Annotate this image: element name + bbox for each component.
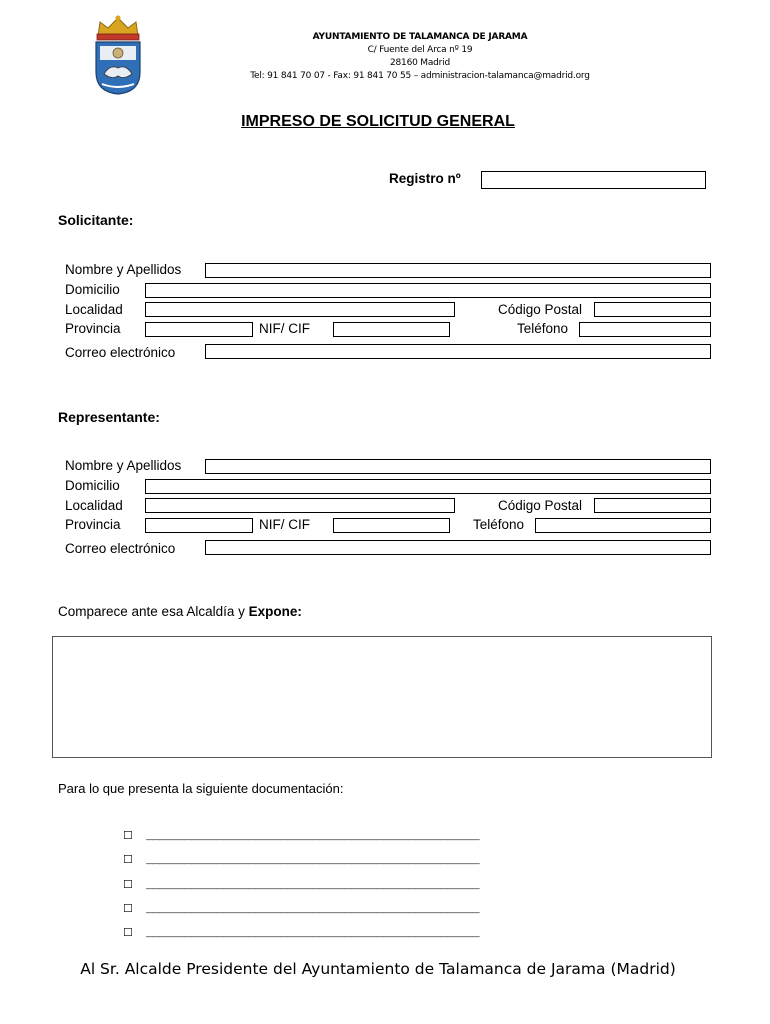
solicitante-provincia-field[interactable] bbox=[145, 322, 253, 337]
representante-provincia-label: Provincia bbox=[65, 517, 121, 532]
representante-nif-label: NIF/ CIF bbox=[259, 517, 310, 532]
registro-label: Registro nº bbox=[389, 171, 461, 186]
representante-correo-field[interactable] bbox=[205, 540, 711, 555]
representante-heading: Representante: bbox=[58, 409, 160, 425]
footer-addressee: Al Sr. Alcalde Presidente del Ayuntamiento de Talamanca de Jarama (Madrid) bbox=[80, 960, 676, 978]
solicitante-heading: Solicitante: bbox=[58, 212, 134, 228]
solicitante-nombre-label: Nombre y Apellidos bbox=[65, 262, 182, 277]
doc-checkbox-4[interactable]: ☐ bbox=[123, 903, 133, 915]
solicitante-domicilio-label: Domicilio bbox=[65, 282, 120, 297]
representante-telefono-field[interactable] bbox=[535, 518, 711, 533]
doc-line-4[interactable]: ____________________________________________________ bbox=[146, 902, 479, 916]
doc-checkbox-3[interactable]: ☐ bbox=[123, 879, 133, 891]
representante-telefono-label: Teléfono bbox=[473, 517, 525, 532]
representante-codigo-postal-label: Código Postal bbox=[498, 498, 583, 513]
solicitante-telefono-label: Teléfono bbox=[517, 321, 569, 336]
expone-textarea[interactable] bbox=[52, 636, 712, 758]
doc-line-5[interactable]: ____________________________________________________ bbox=[146, 926, 479, 940]
doc-checkbox-5[interactable]: ☐ bbox=[123, 927, 133, 939]
solicitante-domicilio-field[interactable] bbox=[145, 283, 711, 298]
solicitante-correo-field[interactable] bbox=[205, 344, 711, 359]
org-address: C/ Fuente del Arca nº 19 bbox=[367, 45, 473, 55]
documentacion-label: Para lo que presenta la siguiente documentación: bbox=[58, 781, 344, 796]
representante-localidad-field[interactable] bbox=[145, 498, 455, 513]
solicitante-telefono-field[interactable] bbox=[579, 322, 711, 337]
doc-line-1[interactable]: ____________________________________________________ bbox=[146, 829, 479, 843]
org-contact: Tel: 91 841 70 07 - Fax: 91 841 70 55 – administracion-talamanca@madrid.org bbox=[250, 71, 590, 81]
solicitante-nif-label: NIF/ CIF bbox=[259, 321, 310, 336]
expone-bold: Expone: bbox=[248, 604, 302, 619]
doc-line-2[interactable]: ____________________________________________________ bbox=[146, 853, 479, 867]
solicitante-codigo-postal-field[interactable] bbox=[594, 302, 711, 317]
solicitante-localidad-label: Localidad bbox=[65, 302, 123, 317]
org-name: AYUNTAMIENTO DE TALAMANCA DE JARAMA bbox=[312, 32, 528, 42]
coat-of-arms-logo bbox=[90, 14, 146, 96]
expone-prefix: Comparece ante esa Alcaldía y bbox=[58, 604, 249, 619]
representante-nombre-field[interactable] bbox=[205, 459, 711, 474]
representante-provincia-field[interactable] bbox=[145, 518, 253, 533]
registro-field[interactable] bbox=[481, 171, 706, 189]
representante-nif-field[interactable] bbox=[333, 518, 450, 533]
solicitante-codigo-postal-label: Código Postal bbox=[498, 302, 583, 317]
doc-line-3[interactable]: ____________________________________________________ bbox=[146, 878, 479, 892]
doc-checkbox-1[interactable]: ☐ bbox=[123, 830, 133, 842]
org-city: 28160 Madrid bbox=[390, 58, 450, 68]
solicitante-nif-field[interactable] bbox=[333, 322, 450, 337]
representante-localidad-label: Localidad bbox=[65, 498, 123, 513]
solicitante-correo-label: Correo electrónico bbox=[65, 345, 176, 360]
representante-nombre-label: Nombre y Apellidos bbox=[65, 458, 182, 473]
representante-domicilio-field[interactable] bbox=[145, 479, 711, 494]
solicitante-localidad-field[interactable] bbox=[145, 302, 455, 317]
representante-domicilio-label: Domicilio bbox=[65, 478, 120, 493]
page-title: IMPRESO DE SOLICITUD GENERAL bbox=[241, 113, 515, 130]
solicitante-provincia-label: Provincia bbox=[65, 321, 121, 336]
representante-correo-label: Correo electrónico bbox=[65, 541, 176, 556]
expone-label bbox=[58, 604, 302, 619]
doc-checkbox-2[interactable]: ☐ bbox=[123, 854, 133, 866]
representante-codigo-postal-field[interactable] bbox=[594, 498, 711, 513]
solicitante-nombre-field[interactable] bbox=[205, 263, 711, 278]
